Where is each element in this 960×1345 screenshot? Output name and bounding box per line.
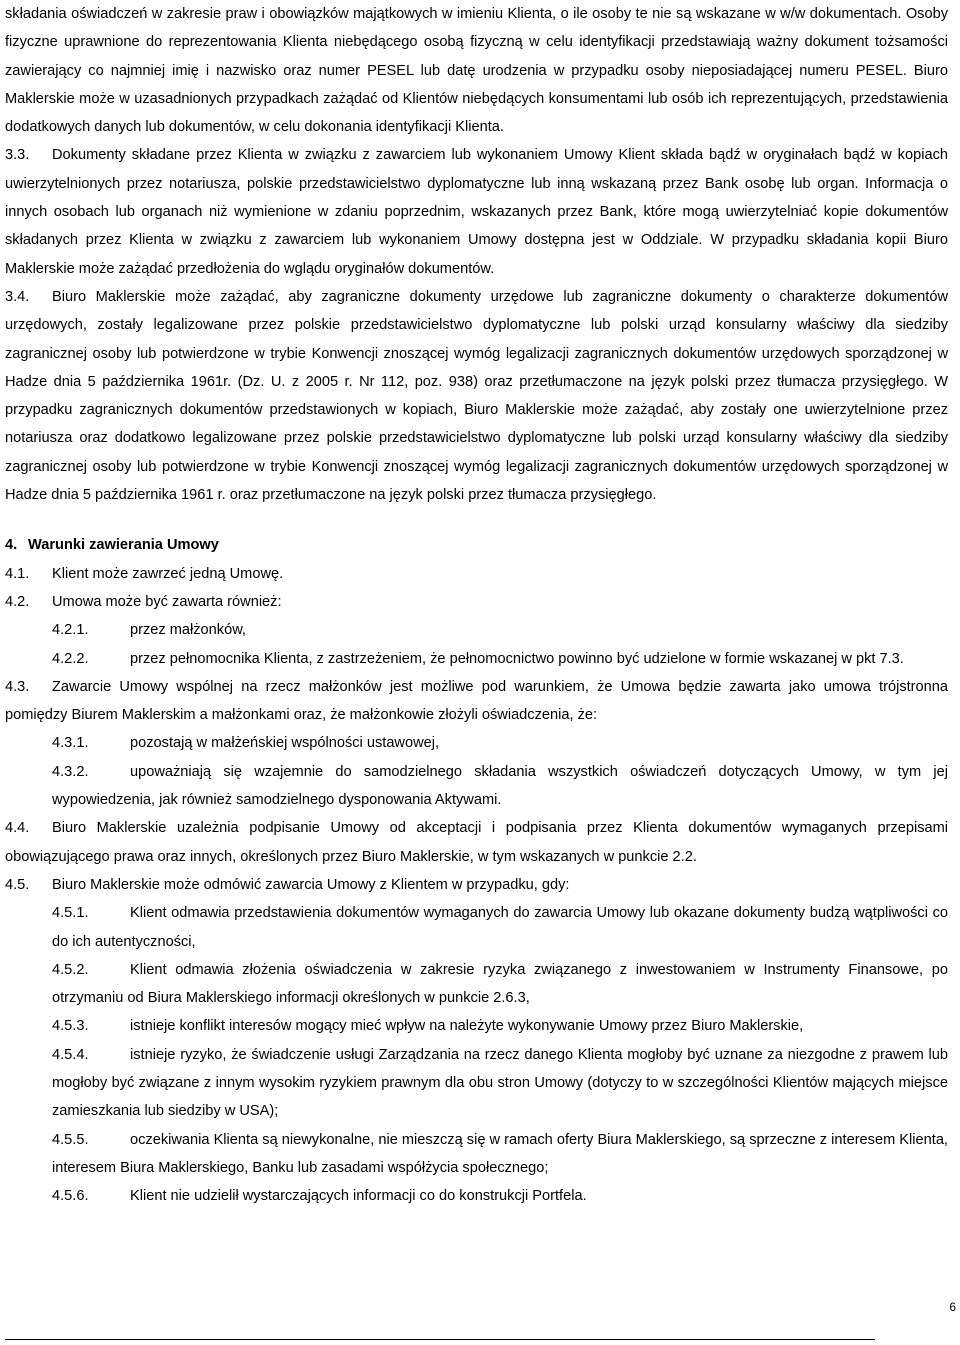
paragraph-number: 4.5.3. [52,1018,89,1035]
paragraph-number: 4.4. [5,820,30,837]
paragraph-text: istnieje konflikt interesów mogący mieć wpływ na należyte wykonywanie Umowy przez Biuro Maklerskie, [130,1018,804,1035]
paragraph-number: 4.5. [5,876,30,893]
paragraph-4-3 [5,673,948,730]
paragraph-text: Biuro Maklerskie uzależnia podpisanie Umowy od akceptacji i podpisania przez Klienta dokumentów wymaganych przepisami obowiązującego prawa oraz innych, określonych przez Biuro Maklerskie, w tym wskazanych w punkcie 2.2. [5,820,948,865]
paragraph-number: 4.2. [5,593,30,610]
paragraph-4-5-3 [5,1012,948,1040]
paragraph-4-2-1 [5,616,948,644]
paragraph-text: Klient nie udzielił wystarczających informacji co do konstrukcji Portfela. [130,1188,587,1205]
paragraph-4-5-6 [5,1182,948,1210]
paragraph-number: 4.5.1. [52,905,89,922]
paragraph-text: Biuro Maklerskie może odmówić zawarcia Umowy z Klientem w przypadku, gdy: [52,876,570,893]
paragraph-text: Klient odmawia przedstawienia dokumentów wymaganych do zawarcia Umowy lub okazane dokumenty budzą wątpliwości co do ich autentyczności, [52,905,948,950]
paragraph-number: 4.2.2. [52,650,89,667]
section-title: Warunki zawierania Umowy [28,537,219,554]
paragraph-text: przez pełnomocnika Klienta, z zastrzeżeniem, że pełnomocnictwo powinno być udzielone w formie wskazanej w pkt 7.3. [130,650,904,667]
paragraph-number: 3.4. [5,288,30,305]
paragraph-text: Klient odmawia złożenia oświadczenia w zakresie ryzyka związanego z inwestowaniem w Instrumenty Finansowe, po otrzymaniu od Biura Maklerskiego informacji określonych w punkcie 2.6.3, [52,961,948,1007]
paragraph-text: przez małżonków, [130,622,246,639]
paragraph-text: oczekiwania Klienta są niewykonalne, nie mieszczą się w ramach oferty Biura Maklerskiego, są sprzeczne z interesem Klienta, interesem Biura Maklerskiego, Banku lub zasadami współżycia społecznego; [52,1131,948,1176]
paragraph-4-5-1 [5,899,948,956]
paragraph-4-2 [5,588,948,616]
paragraph-text: Biuro Maklerskie może zażądać, aby zagraniczne dokumenty urzędowe lub zagraniczne dokumenty o charakterze dokumentów urzędowych, zostały legalizowane przez polskie przedstawicielstwo dyplomatyczne lub polski urząd konsularny właściwy dla siedziby zagranicznej osoby lub potwierdzone w trybie Konwencji znoszącej wymóg legalizacji zagranicznych dokumentów urzędowych sporządzonej w Hadze dnia 5 października 1961r. (Dz. U. z 2005 r. Nr 112, poz. 938) oraz przetłumaczone na język polski przez tłumacza przysięgłego. W przypadku zagranicznych dokumentów przedstawionych w kopiach, Biuro Maklerskie może zażądać, aby zostały one uwierzytelnione przez notariusza oraz dodatkowo legalizowane przez polskie przedstawicielstwo dyplomatyczne lub polski urząd konsularny właściwy dla siedziby zagranicznej osoby lub potwierdzone w trybie Konwencji znoszącej wymóg legalizacji zagranicznych dokumentów urzędowych sporządzonej w Hadze dnia 5 października 1961 r. oraz przetłumaczone na język polski przez tłumacza przysięgłego. [5,288,948,504]
paragraph-number: 4.5.6. [52,1188,89,1205]
paragraph-4-5-5 [5,1126,948,1183]
paragraph-text: Umowa może być zawarta również: [52,593,282,610]
paragraph-4-3-2 [5,758,948,815]
paragraph-3-2-continuation: składania oświadczeń w zakresie praw i obowiązków majątkowych w imieniu Klienta, o ile osoby te nie są wskazane w w/w dokumentach. Osoby fizyczne uprawnione do reprezentowania Klienta niebędącego osobą fizyczną w celu identyfikacji przedstawiają ważny dokument tożsamości zawierający co najmniej imię i nazwisko oraz numer PESEL lub datę urodzenia w przypadku osoby nieposiadającej numeru PESEL. Biuro Maklerskie może w uzasadnionych przypadkach zażądać od Klientów niebędących konsumentami lub osób ich reprezentujących, przedstawienia dodatkowych danych lub dokumentów, w celu dokonania identyfikacji Klienta. [5,6,948,136]
paragraph-number: 4.2.1. [52,622,89,639]
paragraph-4-5-2 [5,956,948,1013]
paragraph-3-3 [5,141,948,282]
paragraph-text: Zawarcie Umowy wspólnej na rzecz małżonków jest możliwe pod warunkiem, że Umowa będzie zawarta jako umowa trójstronna pomiędzy Biurem Maklerskim a małżonkami oraz, że małżonkowie złożyli oświadczenia, że: [5,678,948,724]
footer-divider [5,1339,875,1340]
section-number: 4. [5,537,18,554]
paragraph-number: 4.3.1. [52,735,89,752]
paragraph-text: istnieje ryzyko, że świadczenie usługi Zarządzania na rzecz danego Klienta mogłoby być uznane za niezgodne z prawem lub mogłoby być związane z innym wysokim ryzykiem prawnym dla obu stron Umowy (dotyczy to w szczególności Klientów mających miejsce zamieszkania lub siedziby w USA); [52,1046,948,1120]
paragraph-4-2-2 [5,645,948,673]
paragraph-number: 4.3.2. [52,763,89,780]
paragraph-text: upoważniają się wzajemnie do samodzielnego składania wszystkich oświadczeń dotyczących Umowy, w tym jej wypowiedzenia, jak również samodzielnego dysponowania Aktywami. [52,763,948,809]
paragraph-4-5-4 [5,1041,948,1126]
paragraph-text: Klient może zawrzeć jedną Umowę. [52,565,284,582]
paragraph-4-3-1 [5,729,948,757]
paragraph-number: 4.5.2. [52,961,89,978]
document-page [5,0,948,1210]
paragraph-4-4 [5,814,948,871]
paragraph-text: pozostają w małżeńskiej wspólności ustawowej, [130,735,440,752]
paragraph-number: 4.3. [5,678,30,695]
paragraph-number: 4.1. [5,565,30,582]
section-heading-4 [5,531,948,559]
paragraph-3-4 [5,283,948,509]
paragraph-4-1 [5,560,948,588]
paragraph-number: 4.5.4. [52,1046,89,1063]
spacer [5,509,948,531]
paragraph-number: 3.3. [5,147,30,164]
paragraph-text: Dokumenty składane przez Klienta w związku z zawarciem lub wykonaniem Umowy Klient składa bądź w oryginałach bądź w kopiach uwierzytelnionych przez notariusza, polskie przedstawicielstwo dyplomatyczne lub inną wskazaną przez Bank osobę lub organ. Informacja o innych osobach lub organach niż wymienione w zdaniu poprzednim, wskazanych przez Bank, które mogą uwierzytelniać kopie dokumentów składanych przez Klienta w związku z zawarciem lub wykonaniem Umowy dostępna jest w Oddziale. W przypadku składania kopii Biuro Maklerskie może zażądać przedłożenia do wglądu oryginałów dokumentów. [5,147,948,277]
paragraph-number: 4.5.5. [52,1131,89,1148]
page-number: 6 [949,1300,956,1314]
paragraph-4-5 [5,871,948,899]
